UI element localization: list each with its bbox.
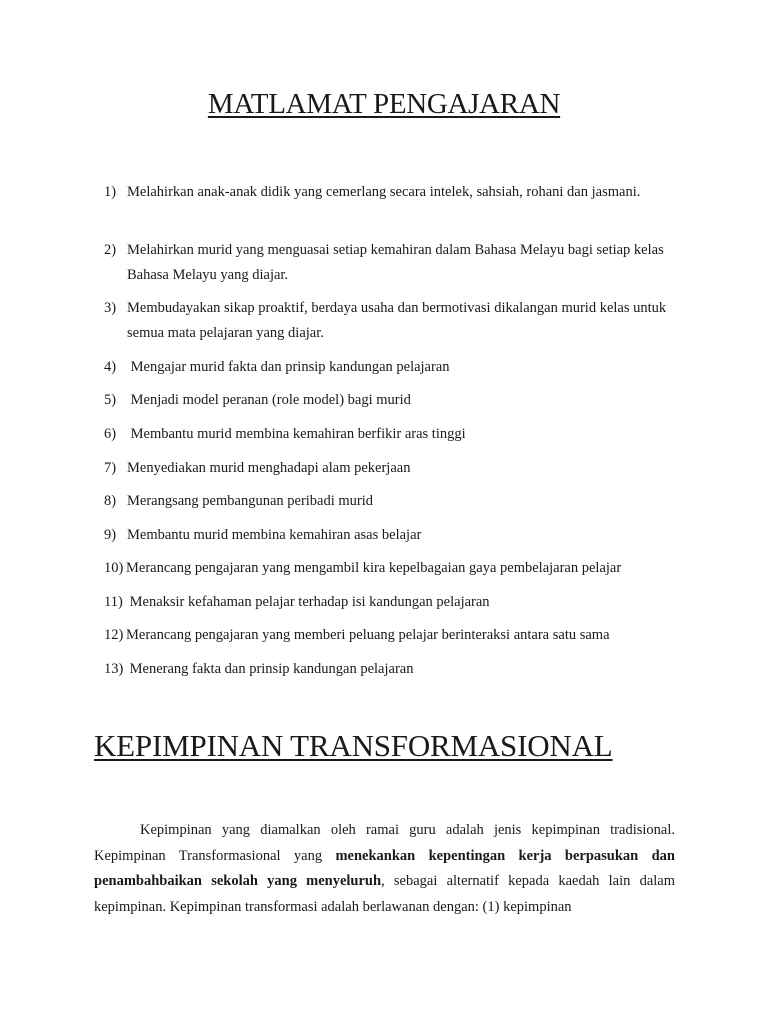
list-item-number: 4) [104,359,117,375]
list-item [104,355,684,380]
list-item-text: Menerang fakta dan prinsip kandungan pelajaran [126,661,414,677]
list-item [104,590,684,615]
list-item-text: Menyediakan murid menghadapi alam pekerjaan [127,460,411,476]
list-item-number: 9) [104,527,117,543]
list-item-number: 7) [104,460,117,476]
list-item-number: 10) [104,560,124,576]
list-item-number: 12) [104,627,124,643]
list-item-number: 3) [104,300,117,316]
list-item [104,238,684,288]
list-item-text: Merangsang pembangunan peribadi murid [127,493,374,509]
list-item-text: Merancang pengajaran yang memberi peluang pelajar berinteraksi antara satu sama [126,627,610,643]
list-item [104,523,684,548]
list-item-text: Merancang pengajaran yang mengambil kira kepelbagaian gaya pembelajaran pelajar [126,560,622,576]
section-title-kepimpinan: KEPIMPINAN TRANSFORMASIONAL [94,728,613,763]
list-item-number: 5) [104,392,117,408]
paragraph-bold-text: menekankan kepentingan kerja berpasukan dan penambahbaikan sekolah yang menyeluruh [94,847,675,889]
list-item-text: Melahirkan murid yang menguasai setiap kemahiran dalam Bahasa Melayu bagi setiap kelas Bahasa Melayu yang diajar. [127,242,664,283]
list-item [104,657,684,682]
list-item [104,422,684,447]
list-item-text: Menaksir kefahaman pelajar terhadap isi kandungan pelajaran [126,594,490,610]
list-item-number: 11) [104,594,123,610]
list-item [104,623,684,648]
body-paragraph [94,818,675,920]
list-item [104,296,684,346]
paragraph-text-start: Kepimpinan yang diamalkan oleh ramai guru adalah jenis kepimpinan tradisional. Kepimpinan Transformasional yang [94,822,675,864]
list-item-text: Membantu murid membina kemahiran asas belajar [127,527,422,543]
list-item-number: 8) [104,493,117,509]
list-item-number: 1) [104,184,117,200]
list-item-text: Menjadi model peranan (role model) bagi murid [127,392,411,408]
list-item-text: Membantu murid membina kemahiran berfikir aras tinggi [127,426,466,442]
section-title-matlamat: MATLAMAT PENGAJARAN [207,88,561,120]
paragraph-text-end: , sebagai alternatif kepada kaedah lain dalam kepimpinan. Kepimpinan transformasi adalah berlawanan dengan: (1) kepimpinan [94,873,675,915]
list-item-text: Melahirkan anak-anak didik yang cemerlang secara intelek, sahsiah, rohani dan jasmani. [127,184,641,200]
list-item [104,456,684,481]
list-item [104,556,684,581]
list-item-number: 13) [104,661,124,677]
list-item-number: 6) [104,426,117,442]
list-item-text: Membudayakan sikap proaktif, berdaya usaha dan bermotivasi dikalangan murid kelas untuk semua mata pelajaran yang diajar. [127,300,667,341]
list-item-text: Mengajar murid fakta dan prinsip kandungan pelajaran [127,359,450,375]
list-item [104,489,684,514]
list-item [104,388,684,413]
list-item [104,180,684,205]
list-item-number: 2) [104,242,117,258]
